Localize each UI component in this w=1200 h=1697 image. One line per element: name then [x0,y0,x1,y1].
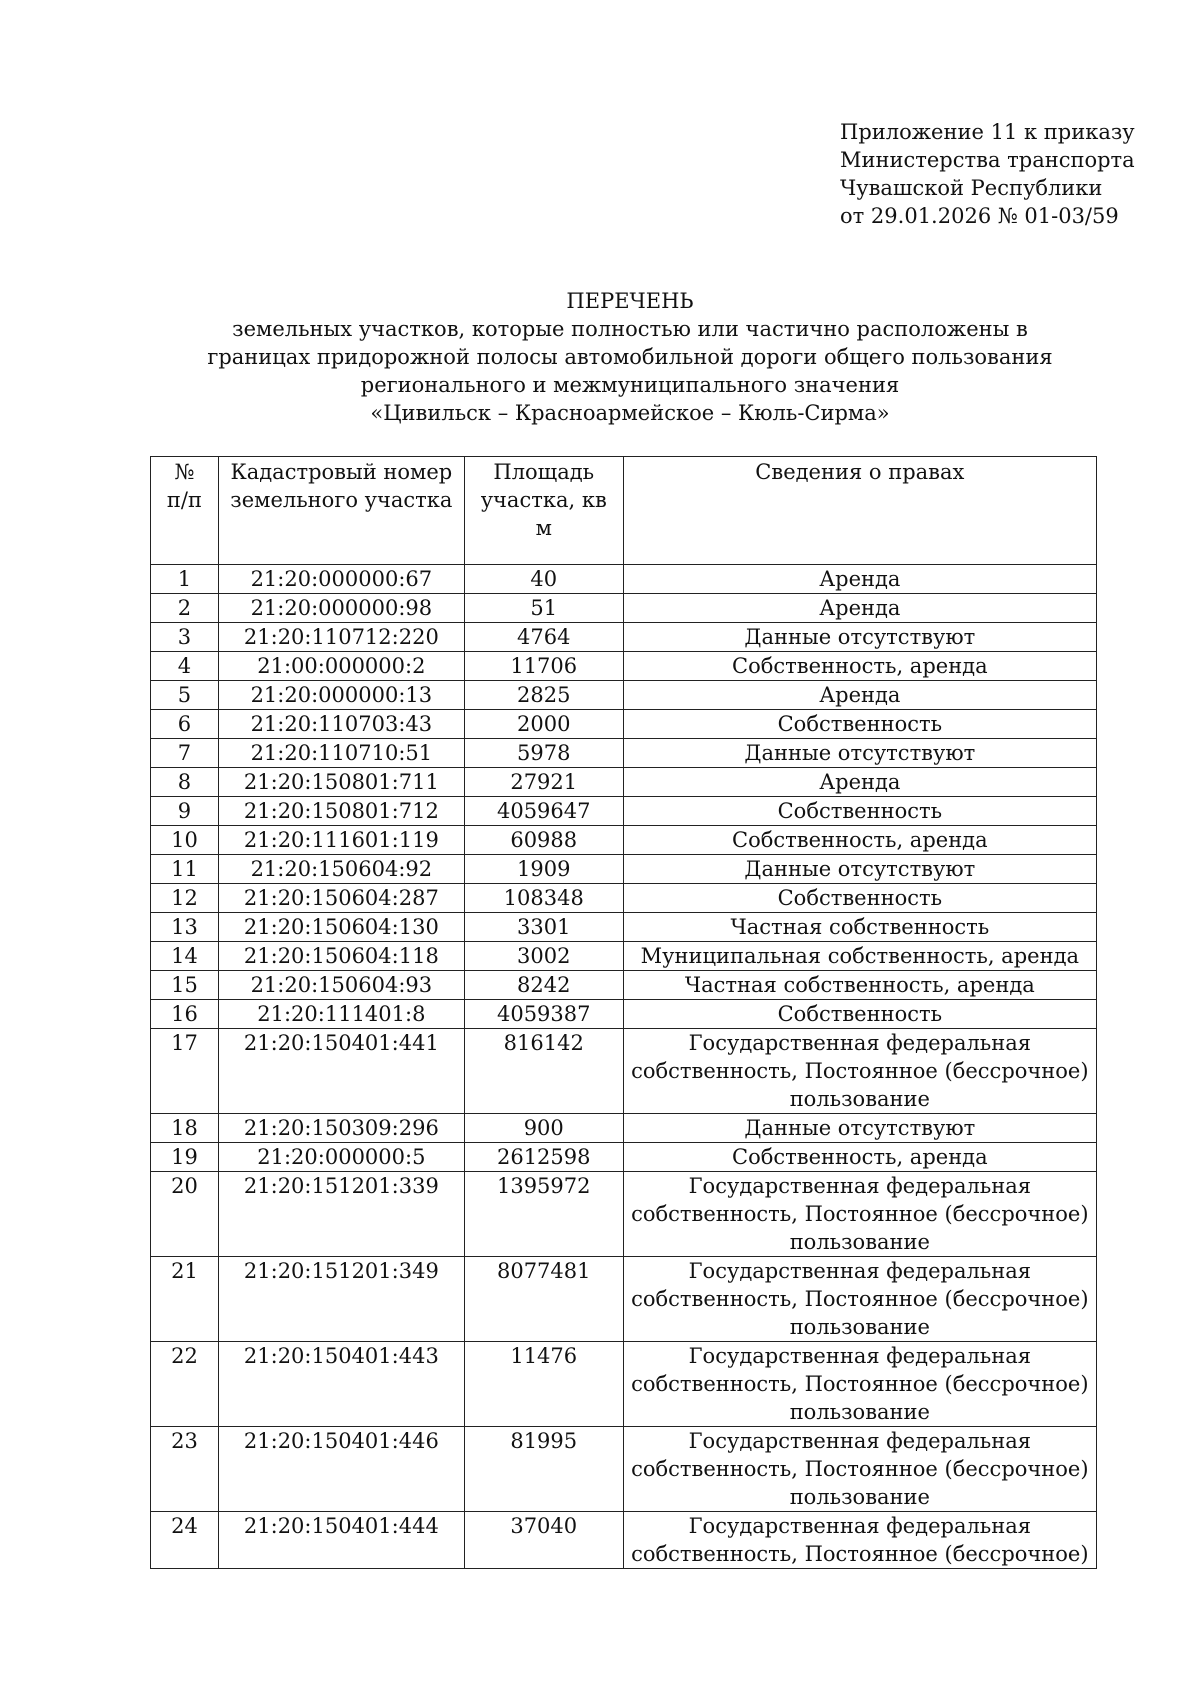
cell-cadastral: 21:20:150401:446 [218,1427,464,1512]
table-row [151,913,1097,942]
cell-area: 2825 [464,681,623,710]
cell-number: 8 [151,768,219,797]
cell-rights: Частная собственность, аренда [623,971,1096,1000]
table-row [151,855,1097,884]
cell-rights: Государственная федеральная собственность, Постоянное (бессрочное) пользование [623,1257,1096,1342]
cell-cadastral: 21:20:150801:711 [218,768,464,797]
cell-rights: Государственная федеральная собственность, Постоянное (бессрочное) пользование [623,1029,1096,1114]
cell-rights: Данные отсутствуют [623,623,1096,652]
cell-rights: Собственность, аренда [623,1143,1096,1172]
cell-cadastral: 21:20:000000:98 [218,594,464,623]
cell-cadastral: 21:20:110712:220 [218,623,464,652]
cell-cadastral: 21:20:150309:296 [218,1114,464,1143]
cell-area: 8242 [464,971,623,1000]
cell-rights: Собственность [623,1000,1096,1029]
cell-cadastral: 21:20:111601:119 [218,826,464,855]
cell-rights: Аренда [623,565,1096,594]
cell-cadastral: 21:20:150401:444 [218,1512,464,1569]
land-plots-table [150,456,1097,1569]
cell-rights: Аренда [623,768,1096,797]
table-row [151,1512,1097,1569]
cell-cadastral: 21:20:000000:67 [218,565,464,594]
cell-area: 81995 [464,1427,623,1512]
cell-number: 4 [151,652,219,681]
cell-area: 4059647 [464,797,623,826]
cell-cadastral: 21:20:151201:349 [218,1257,464,1342]
cell-number: 7 [151,739,219,768]
cell-rights: Собственность, аренда [623,652,1096,681]
cell-number: 5 [151,681,219,710]
table-row [151,1257,1097,1342]
table-row [151,1029,1097,1114]
cell-cadastral: 21:00:000000:2 [218,652,464,681]
cell-area: 11706 [464,652,623,681]
cell-area: 4059387 [464,1000,623,1029]
cell-cadastral: 21:20:110703:43 [218,710,464,739]
cell-area: 3301 [464,913,623,942]
cell-number: 22 [151,1342,219,1427]
cell-area: 5978 [464,739,623,768]
cell-cadastral: 21:20:110710:51 [218,739,464,768]
table-row [151,1143,1097,1172]
cell-cadastral: 21:20:111401:8 [218,1000,464,1029]
cell-area: 51 [464,594,623,623]
header-number: № п/п [151,457,219,565]
appendix-line: Чувашской Республики [840,176,1103,200]
cell-cadastral: 21:20:150604:130 [218,913,464,942]
cell-rights: Данные отсутствуют [623,1114,1096,1143]
table-row [151,623,1097,652]
cell-number: 6 [151,710,219,739]
cell-number: 2 [151,594,219,623]
header-area: Площадь участка, кв м [464,457,623,565]
cell-area: 1909 [464,855,623,884]
cell-number: 12 [151,884,219,913]
document-title: ПЕРЕЧЕНЬ [566,289,694,313]
table-row [151,1342,1097,1427]
cell-cadastral: 21:20:150604:287 [218,884,464,913]
cell-area: 108348 [464,884,623,913]
cell-rights: Частная собственность [623,913,1096,942]
cell-number: 3 [151,623,219,652]
cell-area: 60988 [464,826,623,855]
table-header-row [151,457,1097,565]
cell-rights: Государственная федеральная собственность, Постоянное (бессрочное) [623,1512,1096,1569]
cell-number: 1 [151,565,219,594]
cell-cadastral: 21:20:150604:93 [218,971,464,1000]
cell-cadastral: 21:20:000000:13 [218,681,464,710]
cell-number: 24 [151,1512,219,1569]
heading-line: границах придорожной полосы автомобильной дороги общего пользования [207,345,1053,369]
cell-number: 9 [151,797,219,826]
cell-cadastral: 21:20:000000:5 [218,1143,464,1172]
cell-number: 11 [151,855,219,884]
cell-area: 900 [464,1114,623,1143]
cell-number: 19 [151,1143,219,1172]
cell-area: 27921 [464,768,623,797]
cell-area: 37040 [464,1512,623,1569]
heading-line: земельных участков, которые полностью или частично расположены в [232,317,1028,341]
cell-number: 10 [151,826,219,855]
table-row [151,565,1097,594]
heading-line: «Цивильск – Красноармейское – Кюль-Сирма» [370,401,890,425]
cell-number: 23 [151,1427,219,1512]
cell-area: 8077481 [464,1257,623,1342]
cell-rights: Собственность [623,710,1096,739]
cell-cadastral: 21:20:150401:441 [218,1029,464,1114]
table-row [151,594,1097,623]
cell-rights: Аренда [623,594,1096,623]
cell-area: 3002 [464,942,623,971]
cell-area: 11476 [464,1342,623,1427]
cell-number: 15 [151,971,219,1000]
cell-number: 14 [151,942,219,971]
appendix-line: Министерства транспорта [840,148,1135,172]
cell-rights: Аренда [623,681,1096,710]
cell-cadastral: 21:20:150801:712 [218,797,464,826]
table-row [151,1172,1097,1257]
cell-rights: Государственная федеральная собственность, Постоянное (бессрочное) пользование [623,1172,1096,1257]
appendix-block [840,118,1135,230]
cell-cadastral: 21:20:150604:118 [218,942,464,971]
table-row [151,1000,1097,1029]
cell-number: 21 [151,1257,219,1342]
document-heading [0,287,1200,427]
cell-rights: Данные отсутствуют [623,855,1096,884]
table-row [151,942,1097,971]
table-row [151,797,1097,826]
header-rights: Сведения о правах [623,457,1096,565]
cell-rights: Данные отсутствуют [623,739,1096,768]
table-row [151,826,1097,855]
table-row [151,1114,1097,1143]
cell-rights: Собственность, аренда [623,826,1096,855]
cell-area: 40 [464,565,623,594]
cell-area: 2612598 [464,1143,623,1172]
cell-number: 18 [151,1114,219,1143]
cell-cadastral: 21:20:151201:339 [218,1172,464,1257]
cell-rights: Муниципальная собственность, аренда [623,942,1096,971]
cell-area: 816142 [464,1029,623,1114]
table-row [151,1427,1097,1512]
cell-number: 20 [151,1172,219,1257]
appendix-line: от 29.01.2026 № 01-03/59 [840,204,1119,228]
cell-area: 2000 [464,710,623,739]
cell-cadastral: 21:20:150401:443 [218,1342,464,1427]
appendix-line: Приложение 11 к приказу [840,120,1135,144]
heading-line: регионального и межмуниципального значения [360,373,900,397]
header-cadastral: Кадастровый номер земельного участка [218,457,464,565]
table-row [151,739,1097,768]
cell-rights: Государственная федеральная собственность, Постоянное (бессрочное) пользование [623,1342,1096,1427]
table-row [151,652,1097,681]
table-row [151,884,1097,913]
cell-cadastral: 21:20:150604:92 [218,855,464,884]
cell-rights: Государственная федеральная собственность, Постоянное (бессрочное) пользование [623,1427,1096,1512]
cell-number: 17 [151,1029,219,1114]
cell-area: 4764 [464,623,623,652]
cell-number: 16 [151,1000,219,1029]
cell-area: 1395972 [464,1172,623,1257]
cell-rights: Собственность [623,797,1096,826]
table-row [151,971,1097,1000]
table-row [151,768,1097,797]
table-row [151,681,1097,710]
table-row [151,710,1097,739]
cell-rights: Собственность [623,884,1096,913]
cell-number: 13 [151,913,219,942]
